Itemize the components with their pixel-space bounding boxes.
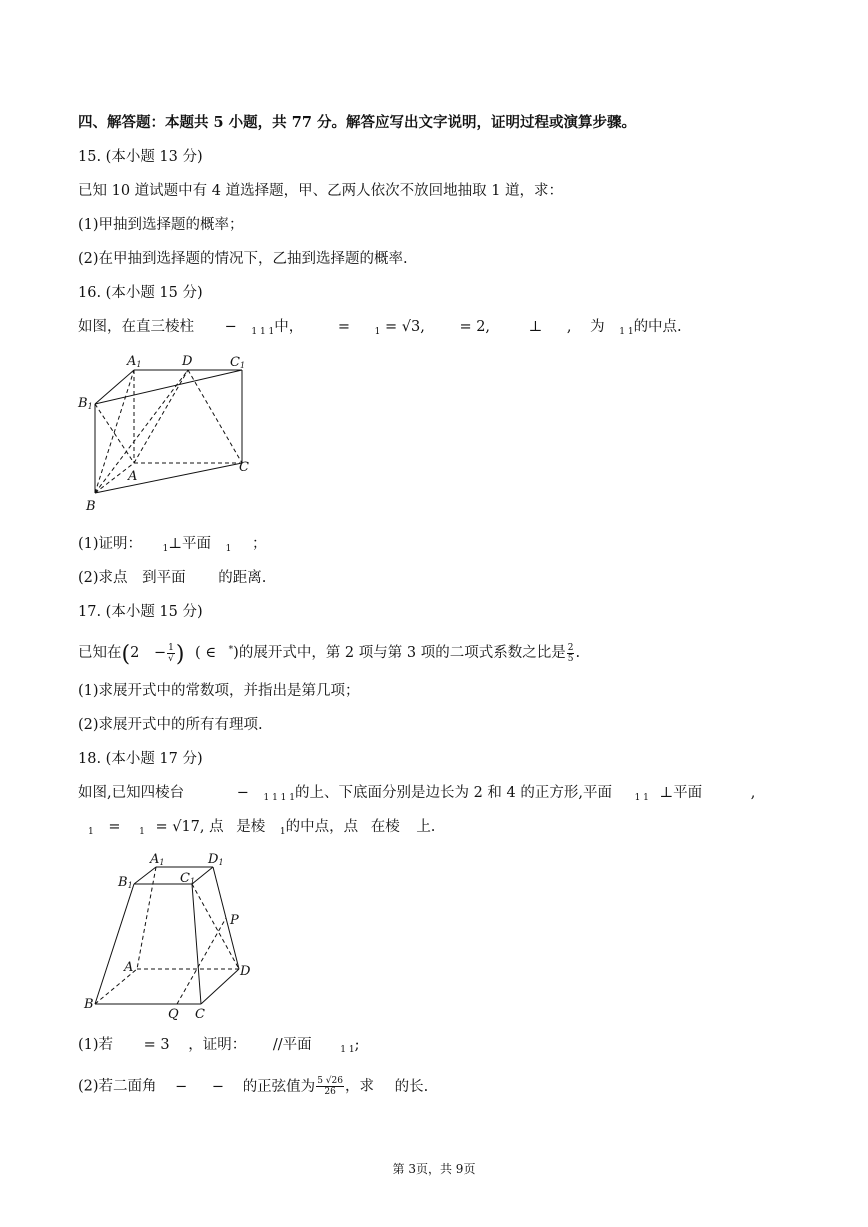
- q16-part1-b: ⊥平面: [168, 536, 212, 552]
- segment-b1-a: [95, 404, 134, 463]
- page-footer: 第 3页，共 9页: [392, 1162, 476, 1176]
- q17-frac: $\frac{1}{√}$: [168, 642, 174, 664]
- q16-stem-c: ,: [566, 319, 572, 335]
- q17-stem-b: )的展开式中，第 2 项与第 3 项的二项式系数之比是: [233, 645, 566, 661]
- q16-header: 16. (本小题 15 分): [78, 285, 203, 301]
- q16-part1-a: (1)证明：: [78, 536, 143, 552]
- segment-b-d: [95, 370, 188, 493]
- q17-stem-minus: −: [153, 645, 167, 661]
- edge-a1-b1: [134, 867, 156, 884]
- edge-b1-c1: [95, 370, 242, 404]
- q16-stem: [78, 317, 682, 342]
- q17-stem-two: 2: [130, 645, 140, 661]
- q18-frustum-figure: [80, 848, 270, 1020]
- q18-part2: [78, 1076, 428, 1097]
- edge-c-d: [201, 969, 239, 1004]
- edge-c1-c: [192, 884, 201, 1004]
- q17-stem: [78, 640, 580, 665]
- q18-stem-sub1: 1 1 1 1: [263, 793, 295, 803]
- q16-prism-figure: [74, 350, 274, 515]
- q18-line2-a: 点: [209, 819, 224, 835]
- q18-part2-c: ，求: [344, 1078, 374, 1095]
- q18-part1-sub: 1 1: [340, 1045, 355, 1055]
- q18-header: 18. (本小题 17 分): [78, 751, 203, 767]
- edge-c1-d1: [192, 867, 213, 884]
- q15-part1: (1)甲抽到选择题的概率；: [78, 217, 244, 233]
- q17-stem-star: *: [228, 645, 234, 655]
- q16-part1-c: ；: [251, 536, 267, 552]
- q18-stem-c: ⊥平面: [659, 785, 703, 801]
- q18-part1-eq: = 3: [143, 1037, 170, 1053]
- q18-part1-d: ;: [354, 1037, 360, 1053]
- q15-part2: (2)在甲抽到选择题的情况下，乙抽到选择题的概率.: [78, 251, 408, 267]
- q15-stem: 已知 10 道试题中有 4 道选择题，甲、乙两人依次不放回地抽取 1 道，求：: [78, 183, 564, 199]
- q18-part2-a: (2)若二面角: [78, 1078, 157, 1095]
- label-a: A: [128, 469, 138, 484]
- q16-part2-b: 到平面: [142, 570, 186, 586]
- label-d1: D1: [208, 852, 224, 867]
- q18-stem-line2: [78, 817, 435, 842]
- segment-q-p: [177, 918, 226, 1004]
- q16-stem-a: 如图，在直三棱柱: [78, 319, 194, 335]
- q16-stem-sub3: 1 1: [619, 327, 634, 337]
- q16-stem-sub2: 1: [374, 327, 381, 337]
- q18-line2-d: 在棱: [370, 819, 400, 835]
- label-c: C: [195, 1007, 205, 1020]
- edge-a1-b1: [95, 370, 134, 404]
- q18-part2-dash2: −: [211, 1078, 225, 1095]
- label-c1: C1: [230, 355, 246, 370]
- q17-paren-left: (: [121, 642, 131, 667]
- q17-ratio: $\frac{2}{5}$: [567, 642, 574, 664]
- label-d: D: [182, 354, 193, 369]
- q17-part1: (1)求展开式中的常数项，并指出是第几项；: [78, 683, 360, 699]
- q17-paren-right: ): [175, 642, 185, 667]
- q18-line2-e: 上.: [416, 819, 436, 835]
- label-c: C: [239, 460, 249, 475]
- q18-part1-c: //平面: [272, 1037, 312, 1053]
- q18-part2-d: 的长.: [394, 1078, 429, 1095]
- q18-line2-c: 的中点，点: [285, 819, 359, 835]
- q17-header: 17. (本小题 15 分): [78, 604, 203, 620]
- q16-part1: [78, 534, 266, 559]
- q18-stem-d: ,: [750, 785, 756, 801]
- label-b: B: [84, 997, 94, 1012]
- q17-part2: (2)求展开式中的所有有理项.: [78, 717, 263, 733]
- q18-stem-b: 的上、下底面分别是边长为 2 和 4 的正方形,平面: [294, 785, 612, 801]
- q18-sine-fraction: $\frac{5 √26}{26}$: [317, 1076, 343, 1097]
- q15-header: 15. (本小题 13 分): [78, 149, 203, 165]
- q16-stem-sub1: 1 1 1: [251, 327, 275, 337]
- q18-stem-sub2: 1 1: [634, 793, 649, 803]
- label-b1: B1: [118, 875, 133, 890]
- label-b1: B1: [78, 396, 93, 411]
- segment-d-c: [188, 370, 242, 463]
- q16-stem-dash: −: [224, 319, 237, 335]
- q18-line2-eq2: =: [155, 819, 168, 835]
- q16-stem-eq: =: [337, 319, 351, 335]
- q18-stem-a: 如图,已知四棱台: [78, 785, 185, 801]
- q17-stem-a: 已知在: [78, 645, 122, 661]
- q16-part1-sub2: 1: [225, 544, 232, 554]
- edge-a1-a: [137, 867, 156, 969]
- section-heading: 四、解答题：本题共 5 小题，共 77 分。解答应写出文字说明，证明过程或演算步骤。: [78, 114, 636, 131]
- label-a1: A1: [150, 852, 165, 867]
- q17-stem-in: ( ∈: [195, 645, 217, 661]
- label-a1: A1: [127, 354, 142, 369]
- q18-line2-b: 是棱: [236, 819, 266, 835]
- q18-line2-sqrt: √17,: [172, 819, 205, 835]
- q16-part1-sub: 1: [162, 544, 169, 554]
- q18-line2-sub1: 1: [88, 827, 94, 837]
- q18-part1-b: ，证明：: [188, 1037, 247, 1053]
- q18-line2-sub3: 1: [279, 827, 286, 837]
- q16-part2: [78, 568, 266, 588]
- label-q: Q: [168, 1007, 179, 1020]
- segment-a-d: [134, 370, 188, 463]
- edge-b-c: [95, 463, 242, 493]
- q18-part2-dash1: −: [175, 1078, 188, 1095]
- q16-stem-e: 的中点.: [633, 319, 682, 335]
- q16-part2-c: 的距离.: [218, 570, 267, 586]
- label-c1: C1: [180, 871, 196, 886]
- q18-part1: [78, 1035, 359, 1060]
- q17-stem-end: .: [575, 645, 581, 661]
- q18-stem-dash: −: [236, 785, 249, 801]
- q16-part2-a: (2)求点: [78, 570, 128, 586]
- label-p: P: [230, 913, 239, 928]
- q18-stem-line1: [78, 783, 755, 808]
- q18-line2-eq: =: [108, 819, 121, 835]
- q16-stem-eq2: =: [385, 319, 398, 335]
- q18-line2-sub2: 1: [139, 827, 145, 837]
- q16-stem-sqrt3: √3,: [401, 319, 425, 335]
- q16-stem-b: 中，: [274, 319, 304, 335]
- q16-stem-perp: ⊥: [528, 319, 543, 335]
- edge-b1-b: [95, 884, 134, 1004]
- label-a: A: [124, 960, 134, 975]
- label-d: D: [240, 964, 251, 979]
- label-b: B: [86, 499, 96, 514]
- q18-part1-a: (1)若: [78, 1037, 114, 1053]
- q18-part2-b: 的正弦值为: [242, 1078, 316, 1095]
- q16-stem-d: 为: [590, 319, 605, 335]
- q16-stem-eq3: = 2,: [459, 319, 491, 335]
